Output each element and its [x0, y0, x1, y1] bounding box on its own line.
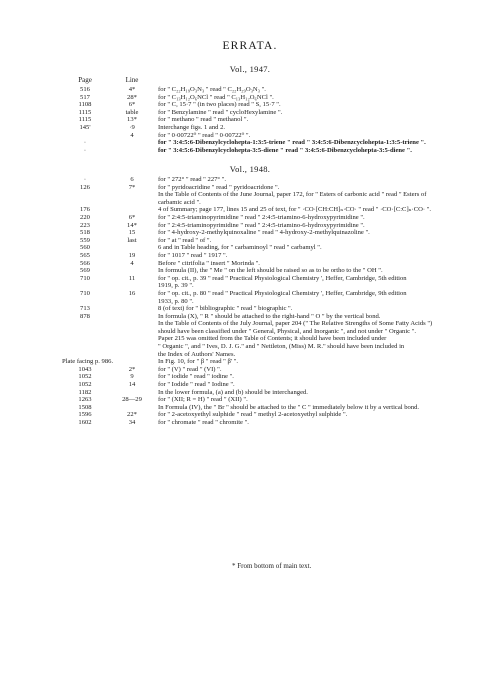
entry-page: ·: [83, 139, 87, 147]
entry-line: 9: [130, 373, 134, 381]
errata-entry: [0, 109, 500, 117]
entry-line: 4: [130, 259, 134, 267]
errata-entry: [0, 313, 500, 321]
entry-text: for " 2:4:5-triaminopyrimidine " read " 2:4:5-triamino-6-hydroxypyrimidine ".: [158, 213, 365, 221]
entry-text: for " 0·00722⁰ " read " 0·00722⁰ ".: [158, 131, 251, 139]
errata-entry: [0, 351, 500, 359]
entry-page: 1115: [78, 108, 92, 116]
entry-page: 517: [80, 93, 90, 101]
entry-text: for " (V) " read " (VI) ".: [158, 365, 222, 373]
entry-text: 1919, p. 39 ".: [158, 282, 194, 290]
entry-line: 15: [128, 229, 136, 237]
entry-text: In Formula (IV), the " Br " should be attached to the " C " immediately below it by a vertical bond.: [158, 403, 420, 411]
entry-line: table: [125, 108, 139, 116]
entry-page: 1508: [78, 403, 92, 411]
entry-page: 1052: [78, 381, 92, 389]
entry-page: 565: [80, 251, 90, 259]
errata-entry: [0, 139, 500, 147]
entry-text: for " op. cit., p. 80 " read " Practical Physiological Chemistry ', Heffer, Cambridge, 9th edition: [158, 289, 407, 297]
errata-entry: [0, 267, 500, 275]
entry-text: Paper 215 was omitted from the Table of Contents; it should have been included under: [158, 335, 387, 343]
entry-line: 6*: [128, 101, 136, 109]
entry-text: for " 3:4:5:6-Dibenzylcyclohepta-1:3:5-triene " read " 3:4:5:6-Dibenzcyclohepta-1:3:5-triene ".: [158, 139, 426, 147]
entry-text: for " C, 15·7 " (in two places) read " S, 15·7 ".: [158, 101, 281, 109]
errata-entry: [0, 335, 500, 343]
errata-entry: [0, 275, 500, 283]
entry-page: 560: [80, 244, 90, 252]
entry-text: 4 of Summary; page 177, lines 15 and 25 of text, for " ·CO·[CH:CH]ₙ·CO· " read " ·CO·[C:C]ₙ·CO· ".: [158, 206, 432, 214]
entry-page: 1115: [78, 116, 92, 124]
entry-text: for " 3:4:5:6-Dibenzylcyclohepta-3:5-diene " read " 3:4:5:6-Dibenzcyclohepta-3:5-diene ".: [158, 146, 412, 154]
errata-entry: [0, 184, 500, 192]
entry-line: 11: [128, 274, 136, 282]
vol-1947-entries: [0, 86, 500, 154]
errata-entry: [0, 237, 500, 245]
entry-line: 22*: [127, 411, 137, 419]
entry-page: 566: [80, 259, 90, 267]
errata-entry: [0, 94, 500, 102]
entry-text: In Fig. 10, for " β " read " β' ".: [158, 358, 239, 366]
errata-entry: [0, 176, 500, 184]
entry-text: In the Table of Contents of the July Journal, paper 204 (" The Relative Strengths of Some Fatty Acids "): [158, 320, 433, 328]
errata-entry: [0, 389, 500, 397]
entry-page: 516: [80, 86, 90, 93]
vol-1948-heading: Vol., 1948.: [229, 164, 271, 174]
errata-entry: [0, 214, 500, 222]
errata-entry: [0, 358, 500, 366]
entry-page: 878: [80, 312, 90, 320]
entry-page: Plate facing p. 986.: [62, 358, 114, 366]
entry-line: 2*: [128, 365, 136, 373]
line-column-header: Line: [125, 76, 139, 84]
entry-page: ·: [83, 146, 87, 154]
errata-entry: [0, 101, 500, 109]
errata-entry: [0, 116, 500, 124]
entry-text: for " 272° " read " 227° ".: [158, 176, 227, 183]
entry-text: for " 4-hydroxy-2-methylquinoxaline " read " 4-hydroxy-2-methylquinazoline ".: [158, 229, 370, 237]
errata-entry: [0, 282, 500, 290]
errata-entry: [0, 343, 500, 351]
errata-entry: [0, 206, 500, 214]
errata-entry: [0, 222, 500, 230]
errata-entry: [0, 381, 500, 389]
entry-text: for " (XII; R = H) " read " (XII) ".: [158, 396, 248, 404]
entry-page: 223: [80, 221, 90, 229]
errata-entry: [0, 124, 500, 132]
entry-page: 126: [80, 183, 90, 191]
entry-page: 559: [80, 236, 90, 244]
entry-text: carbamic acid ".: [158, 198, 201, 206]
entry-page: 710: [80, 274, 90, 282]
entry-page: 710: [80, 289, 90, 297]
entry-line: 4*: [128, 86, 136, 93]
entry-text: In the lower formula, (a) and (b) should be interchanged.: [158, 388, 308, 396]
entry-line: 28—29: [122, 396, 142, 404]
entry-page: ·: [83, 176, 87, 183]
entry-line: 28*: [127, 93, 137, 101]
errata-entry: [0, 86, 500, 94]
entry-text: In formula (X), " R " should be attached to the right-hand " O " by the vertical bond.: [158, 312, 381, 320]
errata-entry: [0, 298, 500, 306]
entry-page: 713: [80, 305, 90, 313]
entry-page: 1263: [78, 396, 92, 404]
errata-entry: [0, 260, 500, 268]
entry-line: 19: [128, 251, 136, 259]
entry-page: 569: [80, 267, 90, 275]
errata-entry: [0, 191, 500, 199]
entry-page: 518: [80, 229, 90, 237]
entry-text: Interchange figs. 1 and 2.: [158, 123, 226, 131]
entry-page: 1602: [78, 419, 92, 426]
entry-text: for " at " read " of ".: [158, 236, 212, 244]
errata-entry: [0, 244, 500, 252]
entry-page: 1182: [78, 388, 92, 396]
errata-entry: [0, 290, 500, 298]
errata-entry: [0, 229, 500, 237]
entry-page: 1108: [78, 101, 92, 109]
entry-line: 34: [128, 419, 136, 426]
entry-line: 6: [130, 176, 134, 183]
entry-text: for " Iodide " read " Iodine ".: [158, 381, 235, 389]
errata-entry: [0, 147, 500, 155]
entry-page: 1043: [78, 365, 92, 373]
entry-text: for " C₁₃H₁₂O₆NCl " read " C₁₃H₁₂O₆NCl ".: [158, 93, 274, 101]
errata-entry: [0, 396, 500, 404]
entry-text: In formula (II), the " Me " on the left should be raised so as to be ortho to the " OH ".: [158, 267, 383, 275]
vol-1948-entries: [0, 176, 500, 427]
errata-entry: [0, 419, 500, 427]
vol-1947-heading: Vol., 1947.: [229, 64, 271, 74]
entry-line: 14: [128, 381, 136, 389]
entry-line: ·9: [129, 123, 135, 131]
errata-entry: [0, 366, 500, 374]
entry-line: 6*: [128, 213, 136, 221]
entry-text: 8 (of text) for " bibliographic " read " biographic ".: [158, 305, 293, 313]
entry-text: for " op. cit., p. 39 " read " Practical Physiological Chemistry ', Heffer, Cambridge, 5th edition: [158, 274, 407, 282]
entry-page: 220: [80, 213, 90, 221]
entry-text: should have been classified under " General, Physical, and Inorganic ", and not under " Organic ".: [158, 327, 417, 335]
entry-page: 145': [79, 123, 91, 131]
errata-entry: [0, 305, 500, 313]
entry-text: 6 and in Table heading, for " carbaminoyl " read " carbamyl ".: [158, 244, 322, 252]
errata-entry: [0, 252, 500, 260]
entry-page: 176: [80, 206, 90, 214]
entry-line: 13*: [127, 116, 137, 124]
entry-text: for " 2-acetoxyethyl sulphide " read " methyl 2-acetoxyethyl sulphide ".: [158, 411, 348, 419]
entry-text: for " 2:4:5-triaminopyrimidine " read " 2:4:5-triamino-6-hydroxypyrimidine ".: [158, 221, 365, 229]
entry-page: 1596: [78, 411, 92, 419]
entry-text: for " Benzylamine " read " cycloHexylamine ".: [158, 108, 283, 116]
errata-entry: [0, 411, 500, 419]
entry-text: for " methano " read " methanol ".: [158, 116, 249, 124]
errata-title: ERRATA.: [222, 40, 278, 52]
entry-text: " Organic ", and " Ives, D. J. G." and " Nettleton, (Miss) M. R." should have been included in: [158, 343, 405, 351]
entry-text: for " pyridoacridine " read " pyridoacridone ".: [158, 183, 280, 191]
entry-text: for " iodide " read " iodine ".: [158, 373, 234, 381]
entry-page: 1052: [78, 373, 92, 381]
entry-line: 16: [128, 289, 136, 297]
entry-text: for " 1017 " read " 1917 ".: [158, 251, 228, 259]
entry-text: for " chromate " read " chromite ".: [158, 419, 249, 426]
entry-line: last: [127, 236, 137, 244]
errata-entry: [0, 320, 500, 328]
entry-line: 7*: [128, 183, 136, 191]
errata-entry: [0, 328, 500, 336]
page-column-header: Page: [78, 76, 92, 84]
errata-entry: [0, 404, 500, 412]
entry-text: Before " citrifolia " insert " Morinda ".: [158, 259, 260, 267]
entry-text: 1933, p. 80 ".: [158, 297, 194, 305]
entry-text: the Index of Authors' Names.: [158, 350, 236, 358]
entry-line: 4: [130, 131, 134, 139]
entry-text: In the Table of Contents of the June Journal, paper 172, for " Esters of carbonic acid " read " Esters of: [158, 191, 427, 199]
errata-entry: [0, 132, 500, 140]
entry-line: 14*: [127, 221, 137, 229]
footnote: * From bottom of main text.: [232, 562, 312, 570]
errata-entry: [0, 373, 500, 381]
errata-entry: [0, 199, 500, 207]
entry-text: for " C₂₂H₁₉O₃N₃ " read " C₂₂H₂₉O₃N₃ ".: [158, 86, 266, 93]
